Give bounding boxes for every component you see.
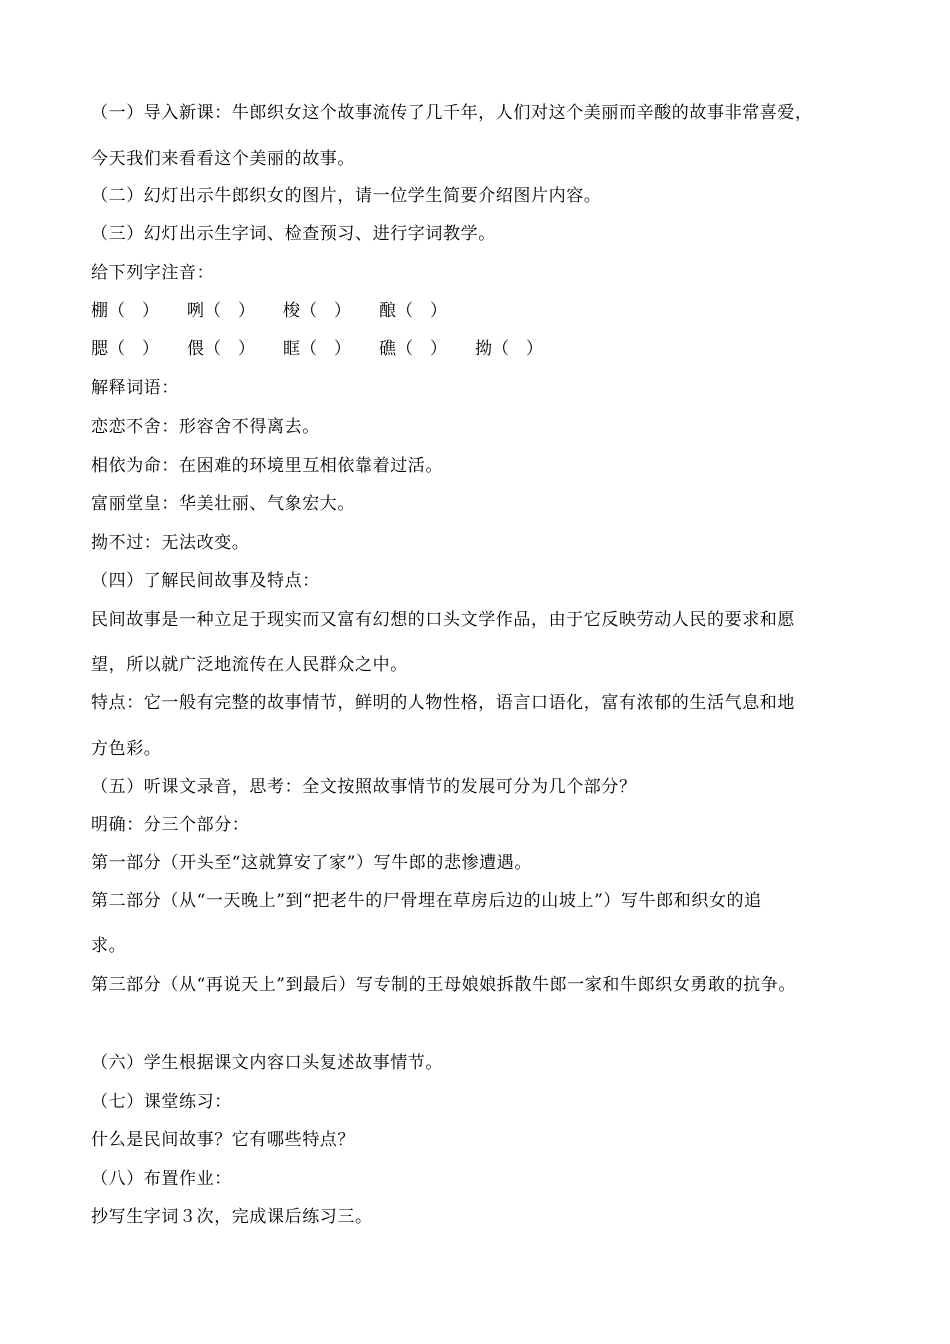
section8-task: 抄写生字词３次，完成课后练习三。 bbox=[91, 1207, 373, 1227]
word-explanation: 相依为命：在困难的环境里互相依靠着过活。 bbox=[91, 456, 443, 476]
pinyin-item: 酿（ ） bbox=[379, 301, 447, 321]
section5-heading: （五）听课文录音，思考：全文按照故事情节的发展可分为几个部分？ bbox=[91, 777, 637, 797]
pinyin-item: 偎（ ） bbox=[187, 339, 255, 359]
section3-heading: （三）幻灯出示生字词、检查预习、进行字词教学。 bbox=[91, 224, 496, 244]
section1-line2: 今天我们来看看这个美丽的故事。 bbox=[91, 149, 355, 169]
folktale-definition-line1: 民间故事是一种立足于现实而又富有幻想的口头文学作品，由于它反映劳动人民的要求和愿 bbox=[91, 610, 795, 630]
section2-text: （二）幻灯出示牛郎织女的图片，请一位学生简要介绍图片内容。 bbox=[91, 186, 602, 206]
section8-heading: （八）布置作业： bbox=[91, 1169, 232, 1189]
pinyin-item: 礁（ ） bbox=[379, 339, 447, 359]
pinyin-prompt: 给下列字注音： bbox=[91, 263, 215, 283]
section4-heading: （四）了解民间故事及特点： bbox=[91, 571, 320, 591]
section7-heading: （七）课堂练习： bbox=[91, 1092, 232, 1112]
folktale-features-line2: 方色彩。 bbox=[91, 739, 162, 759]
part2-line1: 第二部分（从“一天晚上”到“把老牛的尸骨埋在草房后边的山坡上”）写牛郎和织女的追 bbox=[91, 891, 762, 911]
section5-answer: 明确：分三个部分： bbox=[91, 815, 250, 835]
pinyin-item: 腮（ ） bbox=[91, 339, 159, 359]
part3-text: 第三部分（从“再说天上”到最后）写专制的王母娘娘拆散牛郎一家和牛郎织女勇敢的抗争。 bbox=[91, 975, 796, 995]
pinyin-row-1 bbox=[91, 299, 475, 323]
pinyin-item: 拗（ ） bbox=[475, 339, 543, 359]
word-explanation: 拗不过：无法改变。 bbox=[91, 533, 250, 553]
section7-question: 什么是民间故事？它有哪些特点？ bbox=[91, 1130, 355, 1150]
pinyin-item: 咧（ ） bbox=[187, 301, 255, 321]
pinyin-item: 棚（ ） bbox=[91, 301, 159, 321]
word-explanation: 恋恋不舍：形容舍不得离去。 bbox=[91, 417, 320, 437]
folktale-definition-line2: 望，所以就广泛地流传在人民群众之中。 bbox=[91, 655, 408, 675]
section6-text: （六）学生根据课文内容口头复述故事情节。 bbox=[91, 1053, 443, 1073]
pinyin-item: 眶（ ） bbox=[283, 339, 351, 359]
part1-text: 第一部分（开头至“这就算安了家”）写牛郎的悲惨遭遇。 bbox=[91, 853, 532, 873]
section1-line1: （一）导入新课：牛郎织女这个故事流传了几千年，人们对这个美丽而辛酸的故事非常喜爱， bbox=[91, 103, 813, 123]
part2-line2: 求。 bbox=[91, 936, 127, 956]
folktale-features-line1: 特点：它一般有完整的故事情节，鲜明的人物性格，语言口语化，富有浓郁的生活气息和地 bbox=[91, 693, 795, 713]
word-explanation: 富丽堂皇：华美壮丽、气象宏大。 bbox=[91, 494, 355, 514]
pinyin-row-2 bbox=[91, 337, 571, 361]
pinyin-item: 梭（ ） bbox=[283, 301, 351, 321]
explain-prompt: 解释词语： bbox=[91, 378, 179, 398]
